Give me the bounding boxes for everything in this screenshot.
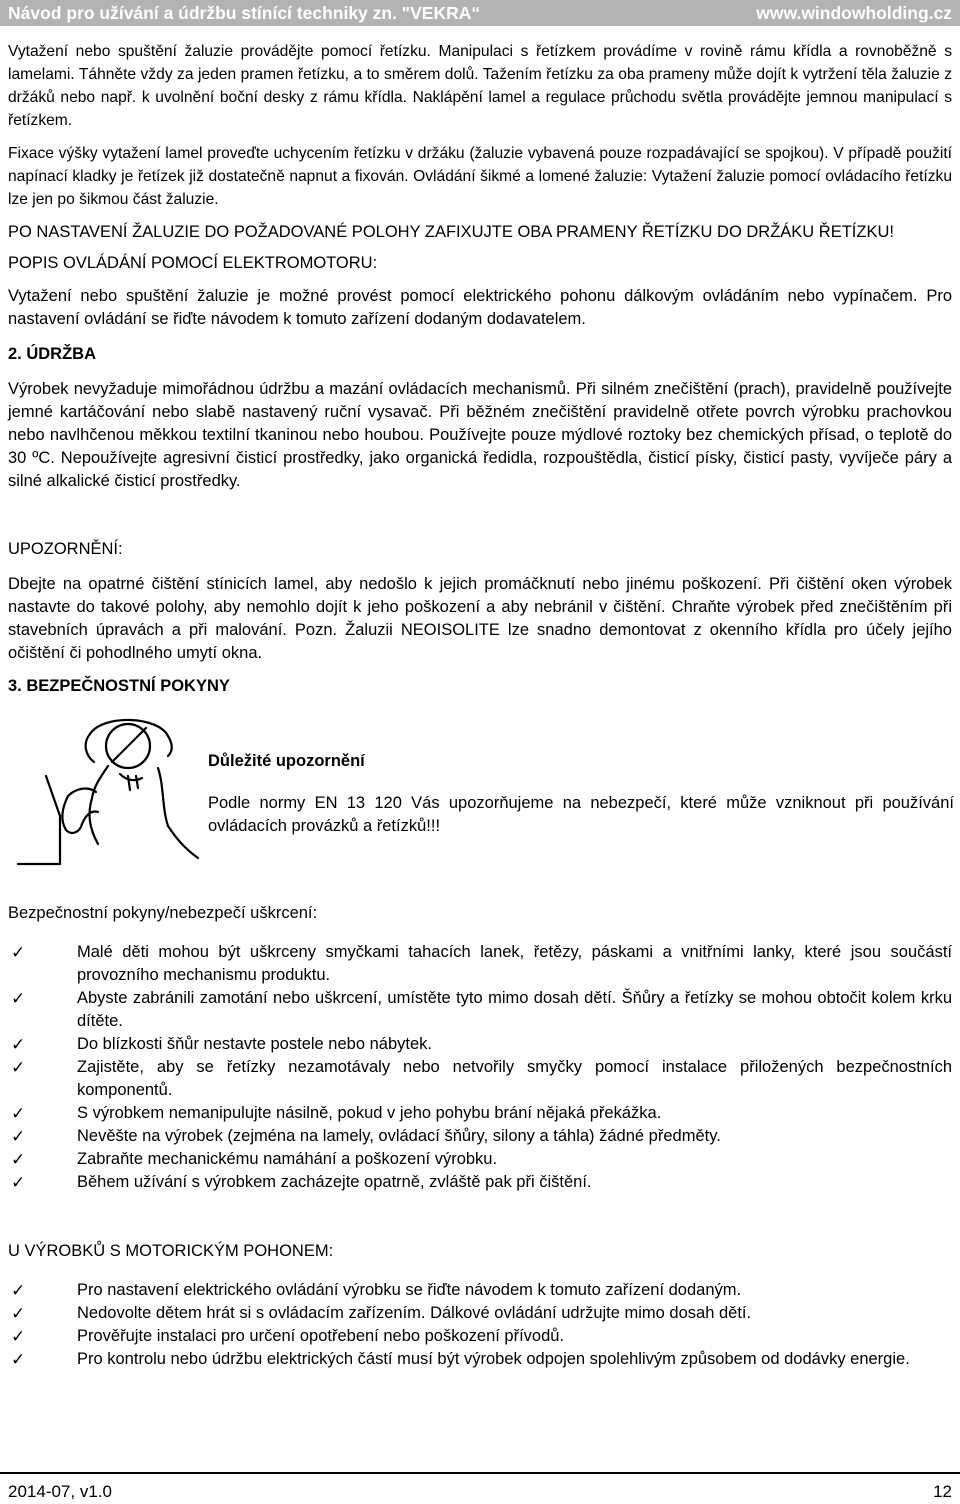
list-item-text: S výrobkem nemanipulujte násilně, pokud v jeho pohybu brání nějaká překážka. <box>77 1104 662 1122</box>
list-item-text: Nedovolte dětem hrát si s ovládacím zařízením. Dálkové ovládání udržujte mimo dosah dětí. <box>77 1304 752 1322</box>
list-item-text: Během užívání s výrobkem zacházejte opatrně, zvláště pak při čištění. <box>77 1173 592 1191</box>
safety-list-label: Bezpečnostní pokyny/nebezpečí uškrcení: <box>8 904 318 922</box>
list-item-text: Zabraňte mechanickému namáhání a poškození výrobku. <box>77 1150 498 1168</box>
check-mark-icon: ✓ <box>11 1104 26 1123</box>
list-item <box>8 1348 952 1371</box>
check-mark-icon: ✓ <box>11 989 26 1008</box>
maintenance-heading: 2. ÚDRŽBA <box>8 345 97 363</box>
list-item <box>8 1148 952 1171</box>
list-item-text: Abyste zabránili zamotání nebo uškrcení, umístěte tyto mimo dosah dětí. Šňůry a řetízky se mohou obtočit kolem krku dítěte. <box>77 989 952 1030</box>
list-item <box>8 1279 952 1302</box>
notice-label: UPOZORNĚNÍ: <box>8 540 123 558</box>
check-mark-icon: ✓ <box>11 1327 26 1346</box>
website-link[interactable]: www.windowholding.cz <box>756 2 952 23</box>
check-mark-icon: ✓ <box>11 1035 26 1054</box>
list-item <box>8 1056 952 1102</box>
document-title: Návod pro užívání a údržbu stínící techniky zn. "VEKRA“ <box>8 2 481 23</box>
fixation-warning-caps: PO NASTAVENÍ ŽALUZIE DO POŽADOVANÉ POLOHY ZAFIXUJTE OBA PRAMENY ŘETÍZKU DO DRŽÁKU ŘETÍZKU! <box>8 223 894 241</box>
chain-operation-paragraph: Vytažení nebo spuštění žaluzie provádějte pomocí řetízku. Manipulaci s řetízkem provádíme v rovině rámu křídla a rovnoběžně s lamelami. Táhněte vždy za jeden pramen řetízku, a to směrem dolů. Tažením řetízku za oba prameny může dojít k vytržení těla žaluzie z držáků nebo např. k uvolnění boční desky z rámu křídla. Naklápění lamel a regulace průchodu světla provádějte jemnou manipulací s řetízkem. <box>8 43 952 129</box>
check-mark-icon: ✓ <box>11 1127 26 1146</box>
important-notice-text <box>208 750 954 838</box>
motor-operation-heading: POPIS OVLÁDÁNÍ POMOCÍ ELEKTROMOTORU: <box>8 254 378 272</box>
version-label: 2014-07, v1.0 <box>8 1482 112 1501</box>
page-footer <box>0 1472 960 1504</box>
check-mark-icon: ✓ <box>11 1058 26 1077</box>
list-item-text: Prověřujte instalaci pro určení opotřebení nebo poškození přívodů. <box>77 1327 565 1345</box>
check-mark-icon: ✓ <box>11 1304 26 1323</box>
check-mark-icon: ✓ <box>11 1150 26 1169</box>
list-item <box>8 1171 952 1194</box>
check-mark-icon: ✓ <box>11 1350 26 1369</box>
important-notice-body: Podle normy EN 13 120 Vás upozorňujeme na nebezpečí, které může vzniknout při používání ovládacích provázků a řetízků!!! <box>208 794 954 835</box>
document-body <box>8 40 952 1371</box>
maintenance-paragraph: Výrobek nevyžaduje mimořádnou údržbu a mazání ovládacích mechanismů. Při silném znečištění (prach), pravidelně používejte jemné kartáčování nebo slabě nastavený ruční vysavač. Při běžném znečištění pravidelně otřete povrch výrobku prachovkou nebo navlhčenou měkkou textilní tkaninou nebo houbou. Používejte pouze mýdlové roztoky bez chemických přísad, o teplotě do 30 ºC. Nepoužívejte agresivní čisticí prostředky, jako organická ředidla, rozpouštědla, čisticí písky, čisticí pasty, vyvíječe páry a silné alkalické čisticí prostředky. <box>8 380 952 490</box>
list-item <box>8 987 952 1033</box>
motor-list <box>8 1279 952 1371</box>
safety-list <box>8 941 952 1194</box>
list-item-text: Zajistěte, aby se řetízky nezamotávaly nebo netvořily smyčky pomocí instalace přiložených bezpečnostních komponentů. <box>77 1058 952 1099</box>
safety-heading: 3. BEZPEČNOSTNÍ POKYNY <box>8 677 230 695</box>
list-item <box>8 1302 952 1325</box>
notice-paragraph: Dbejte na opatrné čištění stínicích lamel, aby nedošlo k jejich promáčknutí nebo jinému poškození. Při čištění oken výrobek nastavte do takové polohy, aby nemohlo dojít k jeho poškození a aby nebránil v čištění. Chraňte výrobek před znečištěním při stavebních úpravách a při malování. Pozn. Žaluzii NEOISOLITE lze snadno demontovat z okenního křídla pro účely jejího očištění či pohodlného umytí okna. <box>8 575 952 662</box>
check-mark-icon: ✓ <box>11 943 26 962</box>
page-header <box>0 0 960 26</box>
page-number: 12 <box>933 1482 952 1501</box>
list-item <box>8 1033 952 1056</box>
motor-operation-paragraph: Vytažení nebo spuštění žaluzie je možné provést pomocí elektrického pohonu dálkovým ovládáním nebo vypínačem. Pro nastavení ovládání se řiďte návodem k tomuto zařízení dodaným dodavatelem. <box>8 287 952 328</box>
list-item <box>8 1125 952 1148</box>
list-item <box>8 941 952 987</box>
motor-products-label: U VÝROBKŮ S MOTORICKÝM POHONEM: <box>8 1242 334 1260</box>
list-item-text: Malé děti mohou být uškrceny smyčkami tahacích lanek, řetězy, páskami a vnitřními lanky, které jsou součástí provozního mechanismu produktu. <box>77 943 952 984</box>
important-notice-title: Důležité upozornění <box>208 752 365 770</box>
list-item-text: Pro nastavení elektrického ovládání výrobku se řiďte návodem k tomuto zařízení dodaným. <box>77 1281 742 1299</box>
check-mark-icon: ✓ <box>11 1173 26 1192</box>
child-strangulation-warning-icon <box>8 716 208 866</box>
list-item-text: Nevěšte na výrobek (zejména na lamely, ovládací šňůry, silony a táhla) žádné předměty. <box>77 1127 721 1145</box>
list-item <box>8 1102 952 1125</box>
list-item-text: Do blízkosti šňůr nestavte postele nebo nábytek. <box>77 1035 432 1053</box>
list-item-text: Pro kontrolu nebo údržbu elektrických částí musí být výrobek odpojen spolehlivým způsobem od dodávky energie. <box>77 1350 910 1368</box>
check-mark-icon: ✓ <box>11 1281 26 1300</box>
list-item <box>8 1325 952 1348</box>
important-notice-block <box>8 716 952 866</box>
height-fixation-paragraph: Fixace výšky vytažení lamel proveďte uchycením řetízku v držáku (žaluzie vybavená pouze rozpadávající se spojkou). V případě použití napínací kladky je řetízek již dostatečně napnut a fixován. Ovládání šikmé a lomené žaluzie: Vytažení žaluzie pomocí ovládacího řetízku lze jen po šikmou část žaluzie. <box>8 145 952 208</box>
